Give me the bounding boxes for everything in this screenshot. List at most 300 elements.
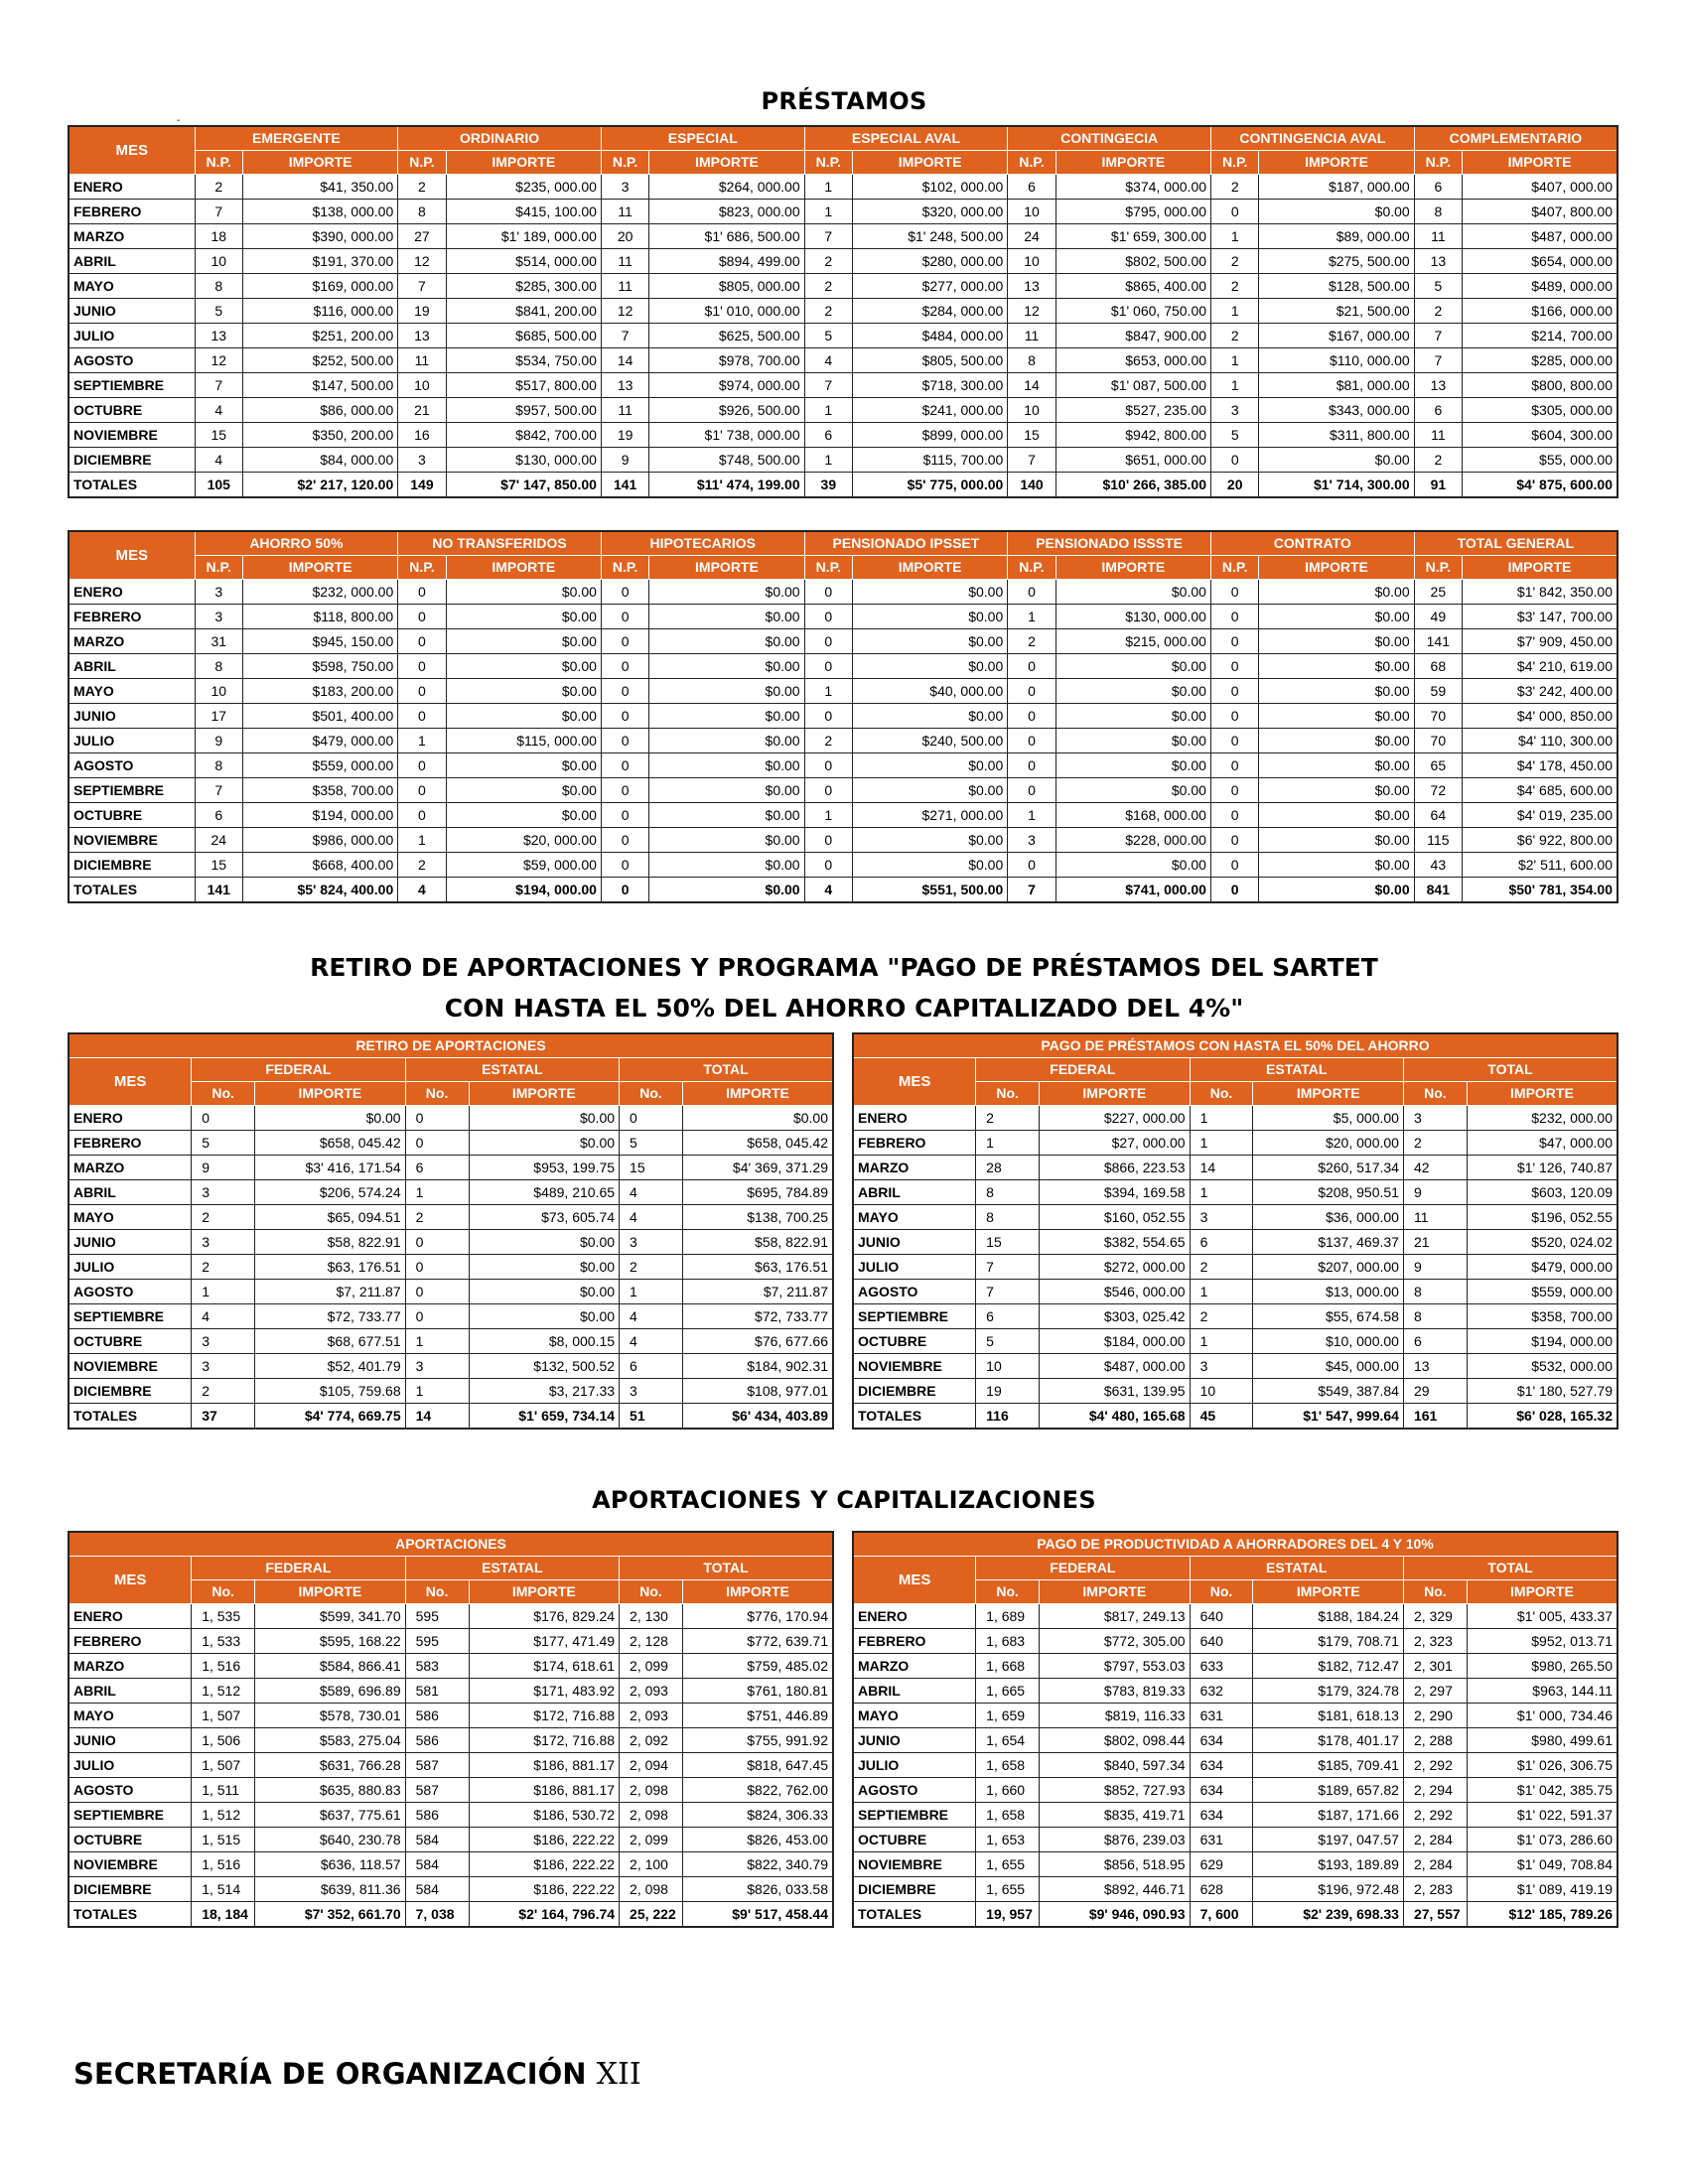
count-cell: 0 xyxy=(804,580,852,605)
count-cell: 3 xyxy=(1190,1205,1253,1230)
count-cell: 0 xyxy=(1210,753,1258,778)
amount-cell: $0.00 xyxy=(469,1304,620,1329)
retiro-table xyxy=(68,1032,834,1430)
amount-cell: $986, 000.00 xyxy=(242,828,397,853)
amount-cell: $137, 469.37 xyxy=(1253,1230,1404,1255)
amount-cell: $186, 222.22 xyxy=(469,1828,620,1852)
amount-cell: $640, 230.78 xyxy=(255,1828,406,1852)
amount-cell: $105, 759.68 xyxy=(255,1379,406,1404)
count-cell: 2, 092 xyxy=(620,1728,683,1753)
title-retiro-line2: CON HASTA EL 50% DEL AHORRO CAPITALIZADO DEL 4%" xyxy=(444,994,1244,1023)
amount-cell: $4' 875, 600.00 xyxy=(1463,473,1618,498)
month-cell: ABRIL xyxy=(69,1679,192,1704)
amount-cell: $13, 000.00 xyxy=(1253,1280,1404,1304)
table-row xyxy=(69,348,1618,373)
count-cell: 2 xyxy=(192,1205,255,1230)
table-row xyxy=(69,1629,833,1654)
month-cell: MARZO xyxy=(853,1654,976,1679)
amount-cell: $0.00 xyxy=(1055,704,1210,729)
count-cell: 3 xyxy=(620,1230,683,1255)
count-cell: 841 xyxy=(1414,878,1462,903)
count-cell: 2, 297 xyxy=(1403,1679,1467,1704)
count-cell: 14 xyxy=(601,348,648,373)
footer-text: SECRETARÍA DE ORGANIZACIÓN xyxy=(73,2057,587,2091)
count-cell: 6 xyxy=(1414,175,1462,200)
amount-cell: $284, 000.00 xyxy=(853,299,1008,324)
count-cell: 586 xyxy=(405,1728,469,1753)
count-cell: 0 xyxy=(804,778,852,803)
count-cell: 0 xyxy=(405,1230,469,1255)
table-row xyxy=(69,1877,833,1902)
count-cell: 1, 515 xyxy=(192,1828,255,1852)
amount-cell: $517, 800.00 xyxy=(446,373,601,398)
count-cell: 634 xyxy=(1190,1753,1253,1778)
count-cell: 2 xyxy=(1211,324,1259,348)
amount-cell: $174, 618.61 xyxy=(469,1654,620,1679)
amount-cell: $0.00 xyxy=(852,654,1007,679)
subheader-np: N.P. xyxy=(1210,556,1258,580)
amount-cell: $0.00 xyxy=(682,1106,833,1131)
amount-cell: $252, 500.00 xyxy=(242,348,397,373)
count-cell: 1 xyxy=(804,398,852,423)
count-cell: 0 xyxy=(1008,753,1055,778)
amount-cell: $118, 800.00 xyxy=(242,605,397,629)
amount-cell: $1' 248, 500.00 xyxy=(853,224,1008,249)
amount-cell: $1' 042, 385.75 xyxy=(1467,1778,1618,1803)
amount-cell: $0.00 xyxy=(446,803,601,828)
amount-cell: $826, 033.58 xyxy=(682,1877,833,1902)
count-cell: 6 xyxy=(1008,175,1055,200)
table-row xyxy=(69,299,1618,324)
amount-cell: $4' 210, 619.00 xyxy=(1463,654,1618,679)
table-row xyxy=(853,1654,1618,1679)
count-cell: 19 xyxy=(398,299,446,324)
amount-cell: $11' 474, 199.00 xyxy=(649,473,804,498)
header-mes: MES xyxy=(69,531,195,580)
amount-cell: $527, 235.00 xyxy=(1055,398,1210,423)
count-cell: 2, 099 xyxy=(620,1654,683,1679)
amount-cell: $52, 401.79 xyxy=(255,1354,406,1379)
table-row xyxy=(69,1604,833,1629)
amount-cell: $280, 000.00 xyxy=(853,249,1008,274)
count-cell: 1, 512 xyxy=(192,1803,255,1828)
group-header: TOTAL xyxy=(620,1557,833,1580)
amount-cell: $374, 000.00 xyxy=(1055,175,1210,200)
amount-cell: $27, 000.00 xyxy=(1040,1131,1191,1156)
amount-cell: $0.00 xyxy=(649,605,804,629)
count-cell: 39 xyxy=(804,473,852,498)
count-cell: 0 xyxy=(1008,654,1055,679)
amount-cell: $167, 000.00 xyxy=(1259,324,1414,348)
count-cell: 10 xyxy=(195,679,242,704)
amount-cell: $55, 674.58 xyxy=(1253,1304,1404,1329)
amount-cell: $5' 824, 400.00 xyxy=(242,878,397,903)
count-cell: 634 xyxy=(1190,1728,1253,1753)
table-row xyxy=(69,828,1618,853)
table-row xyxy=(69,1679,833,1704)
prestamos-table-1 xyxy=(68,125,1618,498)
amount-cell: $207, 000.00 xyxy=(1253,1255,1404,1280)
amount-cell: $631, 139.95 xyxy=(1040,1379,1191,1404)
count-cell: 4 xyxy=(398,878,446,903)
amount-cell: $0.00 xyxy=(649,753,804,778)
count-cell: 1 xyxy=(405,1379,469,1404)
count-cell: 10 xyxy=(976,1354,1040,1379)
count-cell: 11 xyxy=(601,274,648,299)
amount-cell: $604, 300.00 xyxy=(1463,423,1618,448)
month-cell: JULIO xyxy=(853,1753,976,1778)
amount-cell: $840, 597.34 xyxy=(1040,1753,1191,1778)
amount-cell: $277, 000.00 xyxy=(853,274,1008,299)
count-cell: 20 xyxy=(1211,473,1259,498)
count-cell: 2 xyxy=(1211,274,1259,299)
amount-cell: $358, 700.00 xyxy=(1467,1304,1618,1329)
count-cell: 1, 654 xyxy=(976,1728,1040,1753)
table-row xyxy=(853,1156,1618,1180)
month-cell: TOTALES xyxy=(69,1902,192,1928)
count-cell: 27 xyxy=(398,224,446,249)
table-row xyxy=(853,1106,1618,1131)
count-cell: 3 xyxy=(195,580,242,605)
count-cell: 0 xyxy=(804,605,852,629)
count-cell: 21 xyxy=(1403,1230,1467,1255)
count-cell: 11 xyxy=(1008,324,1055,348)
amount-cell: $479, 000.00 xyxy=(1467,1255,1618,1280)
table-row xyxy=(69,654,1618,679)
amount-cell: $0.00 xyxy=(649,878,804,903)
amount-cell: $138, 700.25 xyxy=(682,1205,833,1230)
month-cell: JULIO xyxy=(69,1753,192,1778)
count-cell: 12 xyxy=(398,249,446,274)
amount-cell: $802, 500.00 xyxy=(1055,249,1210,274)
table-row xyxy=(69,753,1618,778)
amount-cell: $980, 265.50 xyxy=(1467,1654,1618,1679)
count-cell: 21 xyxy=(398,398,446,423)
count-cell: 10 xyxy=(1008,398,1055,423)
count-cell: 2 xyxy=(398,175,446,200)
month-cell: TOTALES xyxy=(853,1404,976,1430)
amount-cell: $0.00 xyxy=(469,1106,620,1131)
subheader-np: N.P. xyxy=(398,151,446,175)
amount-cell: $822, 340.79 xyxy=(682,1852,833,1877)
count-cell: 4 xyxy=(620,1205,683,1230)
subheader-no: No. xyxy=(620,1580,683,1604)
amount-cell: $826, 453.00 xyxy=(682,1828,833,1852)
table-row xyxy=(69,1828,833,1852)
count-cell: 8 xyxy=(195,753,242,778)
group-header: PENSIONADO IPSSET xyxy=(804,531,1008,556)
amount-cell: $1' 659, 734.14 xyxy=(469,1404,620,1430)
amount-cell: $138, 000.00 xyxy=(242,200,397,224)
month-cell: OCTUBRE xyxy=(69,803,195,828)
count-cell: 7 xyxy=(195,200,242,224)
count-cell: 24 xyxy=(195,828,242,853)
count-cell: 4 xyxy=(192,1304,255,1329)
count-cell: 15 xyxy=(620,1156,683,1180)
amount-cell: $0.00 xyxy=(1259,704,1414,729)
count-cell: 2, 292 xyxy=(1403,1753,1467,1778)
table-row xyxy=(69,1728,833,1753)
subheader-np: N.P. xyxy=(1211,151,1259,175)
subheader-no: No. xyxy=(620,1082,683,1106)
amount-cell: $235, 000.00 xyxy=(446,175,601,200)
table-row xyxy=(69,224,1618,249)
group-header: NO TRANSFERIDOS xyxy=(398,531,602,556)
amount-cell: $184, 000.00 xyxy=(1040,1329,1191,1354)
count-cell: 0 xyxy=(405,1255,469,1280)
count-cell: 0 xyxy=(398,753,446,778)
count-cell: 2 xyxy=(804,729,852,753)
count-cell: 9 xyxy=(1403,1180,1467,1205)
subheader-np: N.P. xyxy=(1414,151,1462,175)
count-cell: 1, 511 xyxy=(192,1778,255,1803)
count-cell: 7 xyxy=(804,373,852,398)
amount-cell: $841, 200.00 xyxy=(446,299,601,324)
count-cell: 586 xyxy=(405,1704,469,1728)
month-cell: JUNIO xyxy=(853,1728,976,1753)
count-cell: 116 xyxy=(976,1404,1040,1430)
month-cell: NOVIEMBRE xyxy=(69,1852,192,1877)
amount-cell: $1' 547, 999.64 xyxy=(1253,1404,1404,1430)
count-cell: 11 xyxy=(601,398,648,423)
amount-cell: $501, 400.00 xyxy=(242,704,397,729)
count-cell: 0 xyxy=(1211,200,1259,224)
subheader-no: No. xyxy=(976,1580,1040,1604)
amount-cell: $172, 716.88 xyxy=(469,1704,620,1728)
amount-cell: $63, 176.51 xyxy=(255,1255,406,1280)
count-cell: 631 xyxy=(1190,1704,1253,1728)
table-row xyxy=(69,1304,833,1329)
count-cell: 2, 329 xyxy=(1403,1604,1467,1629)
count-cell: 10 xyxy=(398,373,446,398)
count-cell: 37 xyxy=(192,1404,255,1430)
amount-cell: $0.00 xyxy=(852,828,1007,853)
count-cell: 1, 683 xyxy=(976,1629,1040,1654)
amount-cell: $115, 700.00 xyxy=(853,448,1008,473)
count-cell: 2 xyxy=(1414,299,1462,324)
count-cell: 25, 222 xyxy=(620,1902,683,1928)
month-cell: MAYO xyxy=(69,1704,192,1728)
amount-cell: $73, 605.74 xyxy=(469,1205,620,1230)
amount-cell: $72, 733.77 xyxy=(682,1304,833,1329)
month-cell: DICIEMBRE xyxy=(853,1877,976,1902)
amount-cell: $194, 000.00 xyxy=(242,803,397,828)
count-cell: 28 xyxy=(976,1156,1040,1180)
count-cell: 59 xyxy=(1414,679,1462,704)
group-header: ESTATAL xyxy=(1190,1557,1403,1580)
subheader-importe: IMPORTE xyxy=(649,556,804,580)
count-cell: 8 xyxy=(195,274,242,299)
count-cell: 2, 284 xyxy=(1403,1852,1467,1877)
count-cell: 1, 660 xyxy=(976,1778,1040,1803)
amount-cell: $654, 000.00 xyxy=(1463,249,1618,274)
month-cell: FEBRERO xyxy=(853,1131,976,1156)
count-cell: 4 xyxy=(195,398,242,423)
count-cell: 2, 098 xyxy=(620,1877,683,1902)
count-cell: 0 xyxy=(1008,778,1055,803)
count-cell: 1 xyxy=(1190,1180,1253,1205)
count-cell: 115 xyxy=(1414,828,1462,853)
amount-cell: $227, 000.00 xyxy=(1040,1106,1191,1131)
count-cell: 0 xyxy=(405,1280,469,1304)
amount-cell: $0.00 xyxy=(1055,753,1210,778)
count-cell: 628 xyxy=(1190,1877,1253,1902)
amount-cell: $272, 000.00 xyxy=(1040,1255,1191,1280)
group-header: TOTAL xyxy=(620,1058,833,1082)
month-cell: DICIEMBRE xyxy=(69,853,195,878)
amount-cell: $1' 089, 419.19 xyxy=(1467,1877,1618,1902)
amount-cell: $240, 500.00 xyxy=(852,729,1007,753)
amount-cell: $847, 900.00 xyxy=(1055,324,1210,348)
subheader-importe: IMPORTE xyxy=(1259,151,1414,175)
table-row xyxy=(69,473,1618,498)
subheader-importe: IMPORTE xyxy=(682,1580,833,1604)
amount-cell: $102, 000.00 xyxy=(853,175,1008,200)
count-cell: 7 xyxy=(1414,324,1462,348)
count-cell: 1 xyxy=(804,679,852,704)
amount-cell: $894, 499.00 xyxy=(649,249,804,274)
count-cell: 2 xyxy=(1190,1255,1253,1280)
count-cell: 1 xyxy=(1190,1280,1253,1304)
count-cell: 1, 516 xyxy=(192,1654,255,1679)
count-cell: 1, 655 xyxy=(976,1852,1040,1877)
amount-cell: $0.00 xyxy=(1259,778,1414,803)
count-cell: 0 xyxy=(1008,853,1055,878)
table-row xyxy=(853,1379,1618,1404)
amount-cell: $772, 639.71 xyxy=(682,1629,833,1654)
subheader-importe: IMPORTE xyxy=(1040,1580,1191,1604)
count-cell: 4 xyxy=(195,448,242,473)
amount-cell: $1' 060, 750.00 xyxy=(1055,299,1210,324)
table-row xyxy=(69,274,1618,299)
table-row xyxy=(69,1852,833,1877)
amount-cell: $532, 000.00 xyxy=(1467,1354,1618,1379)
count-cell: 10 xyxy=(1190,1379,1253,1404)
amount-cell: $271, 000.00 xyxy=(852,803,1007,828)
amount-cell: $974, 000.00 xyxy=(649,373,804,398)
amount-cell: $178, 401.17 xyxy=(1253,1728,1404,1753)
amount-cell: $639, 811.36 xyxy=(255,1877,406,1902)
amount-cell: $899, 000.00 xyxy=(853,423,1008,448)
amount-cell: $0.00 xyxy=(1055,580,1210,605)
count-cell: 19, 957 xyxy=(976,1902,1040,1928)
count-cell: 2, 283 xyxy=(1403,1877,1467,1902)
amount-cell: $5' 775, 000.00 xyxy=(853,473,1008,498)
count-cell: 64 xyxy=(1414,803,1462,828)
amount-cell: $65, 094.51 xyxy=(255,1205,406,1230)
month-cell: FEBRERO xyxy=(853,1629,976,1654)
count-cell: 8 xyxy=(1403,1280,1467,1304)
amount-cell: $4' 019, 235.00 xyxy=(1463,803,1618,828)
amount-cell: $489, 000.00 xyxy=(1463,274,1618,299)
month-cell: AGOSTO xyxy=(69,753,195,778)
count-cell: 7 xyxy=(976,1255,1040,1280)
amount-cell: $110, 000.00 xyxy=(1259,348,1414,373)
amount-cell: $305, 000.00 xyxy=(1463,398,1618,423)
amount-cell: $0.00 xyxy=(649,654,804,679)
table-row xyxy=(69,1329,833,1354)
amount-cell: $0.00 xyxy=(1055,778,1210,803)
count-cell: 0 xyxy=(1210,729,1258,753)
month-cell: JUNIO xyxy=(853,1230,976,1255)
count-cell: 141 xyxy=(1414,629,1462,654)
count-cell: 2 xyxy=(398,853,446,878)
amount-cell: $285, 300.00 xyxy=(446,274,601,299)
table-row xyxy=(69,324,1618,348)
amount-cell: $186, 222.22 xyxy=(469,1852,620,1877)
table-row xyxy=(853,1629,1618,1654)
count-cell: 0 xyxy=(1210,803,1258,828)
aportaciones-table xyxy=(68,1531,834,1928)
amount-cell: $952, 013.71 xyxy=(1467,1629,1618,1654)
month-cell: DICIEMBRE xyxy=(853,1379,976,1404)
count-cell: 15 xyxy=(195,423,242,448)
count-cell: 11 xyxy=(1403,1205,1467,1230)
count-cell: 0 xyxy=(601,654,648,679)
amount-cell: $10, 000.00 xyxy=(1253,1329,1404,1354)
title-retiro-line1: RETIRO DE APORTACIONES Y PROGRAMA "PAGO DE PRÉSTAMOS DEL SARTET xyxy=(310,953,1378,982)
amount-cell: $0.00 xyxy=(1259,200,1414,224)
month-cell: ABRIL xyxy=(69,1180,192,1205)
subheader-importe: IMPORTE xyxy=(446,556,601,580)
amount-cell: $58, 822.91 xyxy=(255,1230,406,1255)
month-cell: AGOSTO xyxy=(69,1778,192,1803)
count-cell: 1, 506 xyxy=(192,1728,255,1753)
count-cell: 4 xyxy=(620,1329,683,1354)
count-cell: 2 xyxy=(1211,249,1259,274)
amount-cell: $251, 200.00 xyxy=(242,324,397,348)
amount-cell: $176, 829.24 xyxy=(469,1604,620,1629)
count-cell: 2 xyxy=(804,299,852,324)
subheader-importe: IMPORTE xyxy=(1467,1580,1618,1604)
count-cell: 7, 038 xyxy=(405,1902,469,1928)
amount-cell: $275, 500.00 xyxy=(1259,249,1414,274)
amount-cell: $50' 781, 354.00 xyxy=(1463,878,1618,903)
amount-cell: $194, 000.00 xyxy=(1467,1329,1618,1354)
count-cell: 1, 516 xyxy=(192,1852,255,1877)
prestamos-table-2 xyxy=(68,530,1618,903)
amount-cell: $599, 341.70 xyxy=(255,1604,406,1629)
count-cell: 2, 323 xyxy=(1403,1629,1467,1654)
amount-cell: $755, 991.92 xyxy=(682,1728,833,1753)
amount-cell: $21, 500.00 xyxy=(1259,299,1414,324)
group-header: FEDERAL xyxy=(192,1557,405,1580)
count-cell: 581 xyxy=(405,1679,469,1704)
count-cell: 29 xyxy=(1403,1379,1467,1404)
count-cell: 65 xyxy=(1414,753,1462,778)
amount-cell: $311, 800.00 xyxy=(1259,423,1414,448)
month-cell: AGOSTO xyxy=(69,348,195,373)
amount-cell: $59, 000.00 xyxy=(446,853,601,878)
count-cell: 0 xyxy=(405,1106,469,1131)
month-cell: OCTUBRE xyxy=(69,398,195,423)
count-cell: 587 xyxy=(405,1753,469,1778)
table-row xyxy=(853,1704,1618,1728)
amount-cell: $631, 766.28 xyxy=(255,1753,406,1778)
month-cell: TOTALES xyxy=(69,1404,192,1430)
subheader-no: No. xyxy=(192,1082,255,1106)
table-row xyxy=(69,249,1618,274)
subheader-np: N.P. xyxy=(1008,151,1055,175)
count-cell: 25 xyxy=(1414,580,1462,605)
count-cell: 0 xyxy=(601,605,648,629)
month-cell: JULIO xyxy=(69,324,195,348)
amount-cell: $0.00 xyxy=(469,1131,620,1156)
amount-cell: $320, 000.00 xyxy=(853,200,1008,224)
amount-cell: $58, 822.91 xyxy=(682,1230,833,1255)
table-title: RETIRO DE APORTACIONES xyxy=(69,1033,833,1058)
amount-cell: $303, 025.42 xyxy=(1040,1304,1191,1329)
